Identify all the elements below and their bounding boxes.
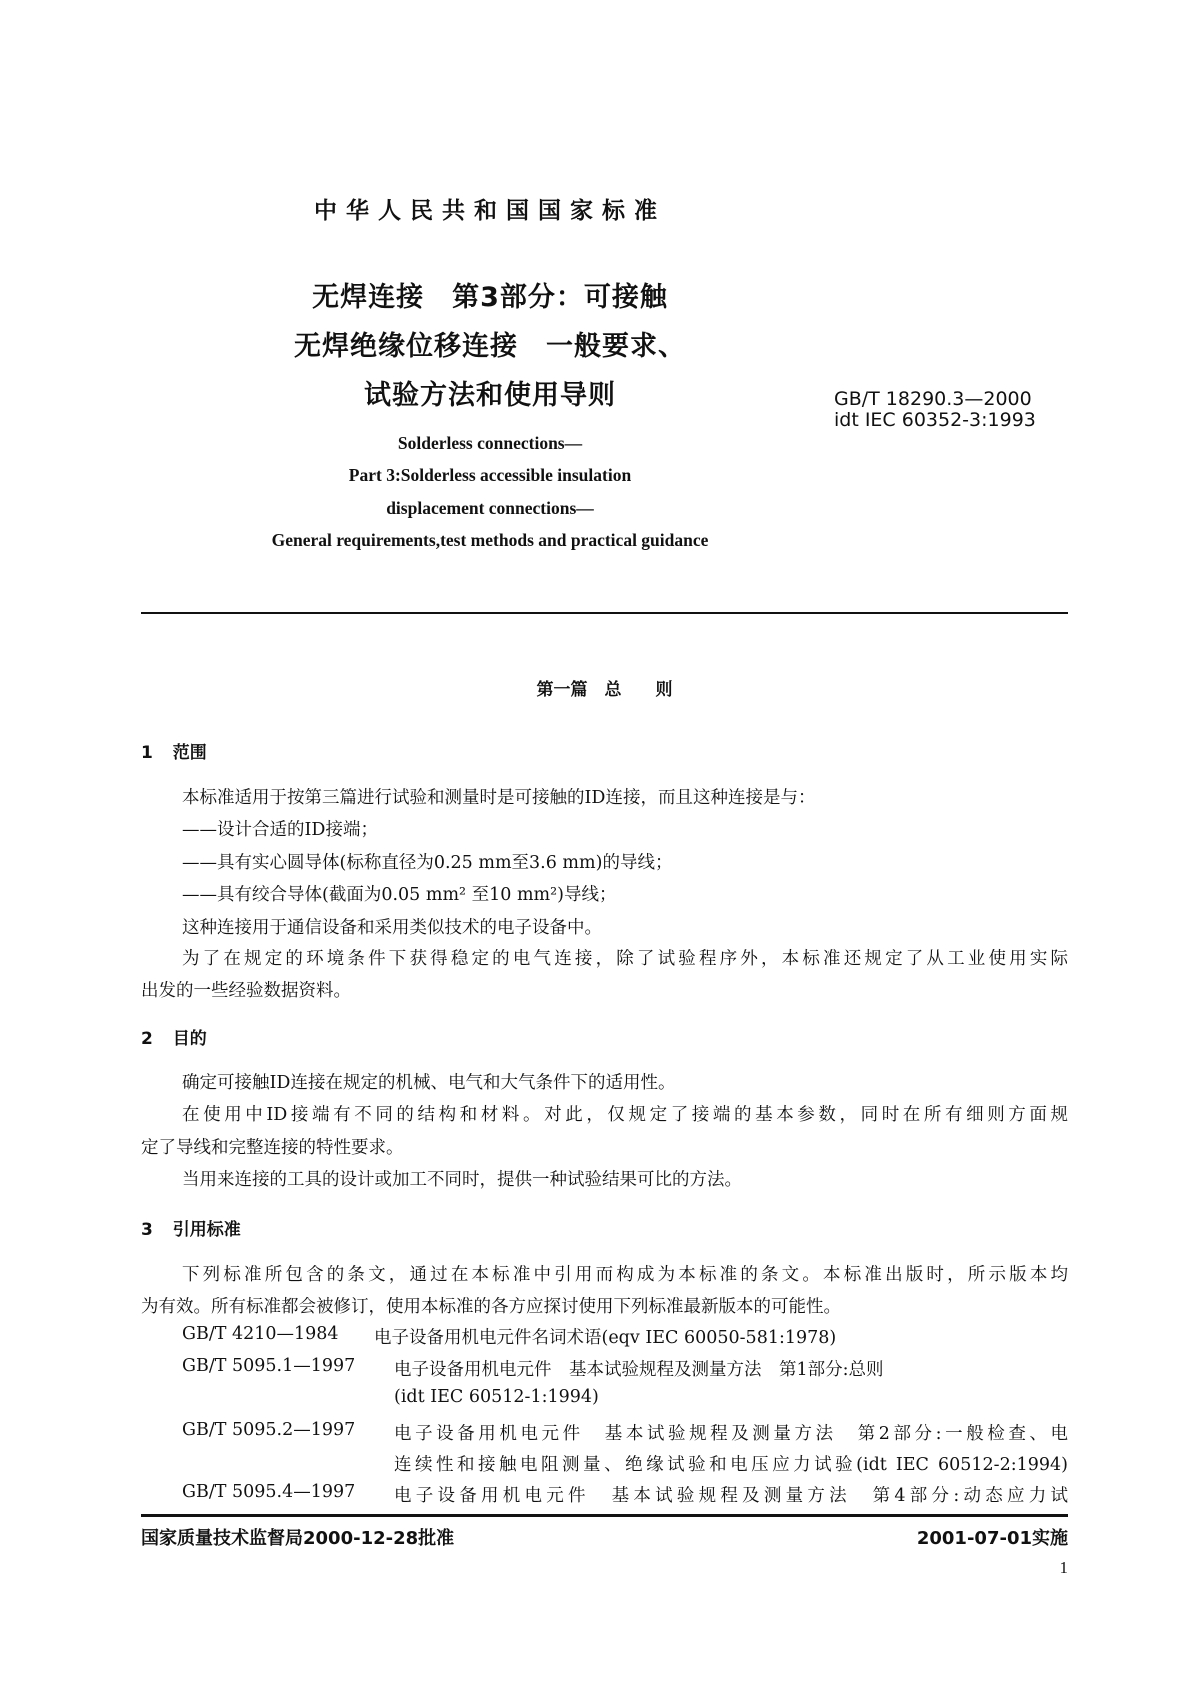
title-en-line-2: Part 3:Solderless accessible insulation <box>348 465 632 485</box>
title-en-line-4: General requirements,test methods and practical guidance <box>271 530 709 550</box>
reference-code: GB/T 5095.4—1997 <box>182 1482 356 1502</box>
title-en-line-1: Solderless connections— <box>397 433 583 453</box>
reference-title: 连续性和接触电阻测量、绝缘试验和电压应力试验(idt IEC 60512-2:1994) <box>394 1455 1068 1475</box>
list-item: ——具有实心圆导体(标称直径为0.25 mm至3.6 mm)的导线； <box>182 853 673 873</box>
paragraph-line: 当用来连接的工具的设计或加工不同时，提供一种试验结果可比的方法。 <box>182 1170 742 1190</box>
reference-title: 电子设备用机电元件 基本试验规程及测量方法 第2部分:一般检查、电 <box>394 1424 1068 1444</box>
reference-title: (idt IEC 60512-1:1994) <box>394 1387 599 1407</box>
idt-reference: idt IEC 60352-3:1993 <box>834 409 1036 431</box>
header-divider <box>141 612 1068 614</box>
section-heading-1: 1 范围 <box>141 743 207 763</box>
list-item: ——设计合适的ID接端； <box>182 820 378 840</box>
effective-date: 2001-07-01实施 <box>916 1528 1068 1549</box>
title-cn-line-2: 无焊绝缘位移连接 一般要求、 <box>294 331 686 362</box>
national-standard-heading: 中华人民共和国国家标准 <box>314 198 666 224</box>
title-cn-line-3: 试验方法和使用导则 <box>364 380 616 411</box>
title-en-line-3: displacement connections— <box>386 498 594 518</box>
list-item: ——具有绞合导体(截面为0.05 mm² 至10 mm²)导线； <box>182 885 617 905</box>
paragraph-line: 定了导线和完整连接的特性要求。 <box>141 1138 404 1158</box>
paragraph-line: 在使用中ID接端有不同的结构和材料。对此，仅规定了接端的基本参数，同时在所有细则方面规 <box>182 1105 1068 1125</box>
paragraph-line: 下列标准所包含的条文，通过在本标准中引用而构成为本标准的条文。本标准出版时，所示版本均 <box>182 1265 1068 1285</box>
paragraph-line: 这种连接用于通信设备和采用类似技术的电子设备中。 <box>182 918 602 938</box>
reference-title: 电子设备用机电元件 基本试验规程及测量方法 第1部分:总则 <box>394 1360 884 1380</box>
section-heading-3: 3 引用标准 <box>141 1220 241 1240</box>
paragraph-line: 出发的一些经验数据资料。 <box>141 981 351 1001</box>
standard-code: GB/T 18290.3—2000 <box>834 388 1032 410</box>
approval-date: 国家质量技术监督局2000-12-28批准 <box>141 1528 455 1549</box>
page-number: 1 <box>1059 1558 1068 1577</box>
paragraph-line: 本标准适用于按第三篇进行试验和测量时是可接触的ID连接，而且这种连接是与： <box>182 788 816 808</box>
reference-code: GB/T 5095.2—1997 <box>182 1420 356 1440</box>
part-heading: 第一篇 总 则 <box>536 680 673 700</box>
paragraph-line: 为了在规定的环境条件下获得稳定的电气连接，除了试验程序外，本标准还规定了从工业使用实际 <box>182 949 1068 969</box>
reference-title: 电子设备用机电元件名词术语(eqv IEC 60050-581:1978) <box>374 1328 837 1348</box>
section-heading-2: 2 目的 <box>141 1029 207 1049</box>
reference-code: GB/T 4210—1984 <box>182 1324 339 1344</box>
reference-code: GB/T 5095.1—1997 <box>182 1356 356 1376</box>
paragraph-line: 为有效。所有标准都会被修订，使用本标准的各方应探讨使用下列标准最新版本的可能性。 <box>141 1297 841 1317</box>
paragraph-line: 确定可接触ID连接在规定的机械、电气和大气条件下的适用性。 <box>182 1073 676 1093</box>
footer-divider <box>141 1514 1068 1517</box>
reference-title: 电子设备用机电元件 基本试验规程及测量方法 第4部分:动态应力试 <box>394 1486 1068 1506</box>
title-cn-line-1: 无焊连接 第3部分：可接触 <box>312 282 668 313</box>
